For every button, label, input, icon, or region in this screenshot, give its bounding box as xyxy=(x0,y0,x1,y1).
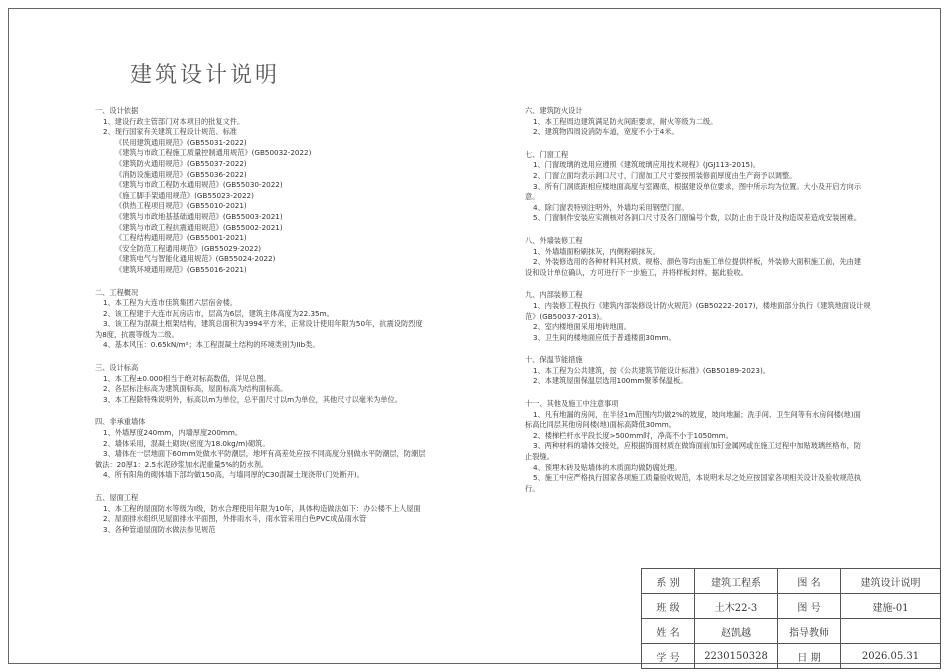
section-heading: 五、屋面工程 xyxy=(95,493,139,502)
section-line: 做法：20厚1：2.5水泥砂浆加水泥重量5%的防水剂。 xyxy=(95,459,269,469)
section-line: 设和设计单位确认，方可进行下一步施工，并将样板封样，据此验收。 xyxy=(525,267,748,277)
section xyxy=(95,288,475,352)
label-class: 班 级 xyxy=(642,594,695,619)
section-heading: 十、保温节能措施 xyxy=(525,355,583,365)
section-line: 《消防设施通用规范》(GB55036-2022) xyxy=(115,169,247,179)
label-department: 系 别 xyxy=(642,569,695,594)
section-line: 2、该工程建于大连市瓦房店市，层高为6层，建筑主体高度为22.35m。 xyxy=(103,308,334,318)
section-line: 5、施工中应严格执行国家各项施工质量验收规范，本说明未尽之处应按国家各项相关设计及验收规范执 xyxy=(533,473,862,483)
right-column xyxy=(525,106,915,494)
section-line: 3、卫生间的楼地面应低于普通楼面30mm。 xyxy=(533,332,676,342)
value-name: 赵凯越 xyxy=(695,619,778,644)
section-line: 为8度，抗震等级为二级。 xyxy=(95,329,179,339)
section-line: 5、门窗制作安装应实测核对各洞口尺寸及各门窗编号个数，以防止由于设计及构造误差造成安装困难。 xyxy=(533,213,862,223)
section xyxy=(525,355,915,387)
section-line: 1、本工程周边建筑满足防火间距要求，耐火等级为二级。 xyxy=(533,116,718,126)
page-title: 建筑设计说明 xyxy=(130,63,281,88)
section-line: 3、该工程为混凝土框架结构，建筑总面积为3994平方米，正常设计使用年限为50年，抗震设防烈度 xyxy=(103,319,423,329)
value-drawing-name: 建筑设计说明 xyxy=(841,569,941,594)
label-name: 姓 名 xyxy=(642,619,695,644)
section-line: 《建筑与市政地基基础通用规范》(GB55003-2021) xyxy=(115,211,283,221)
section xyxy=(525,106,915,138)
section-line: 行。 xyxy=(525,483,540,493)
section-line: 标高比同层其他房间楼(地)面标高降低30mm。 xyxy=(525,420,676,430)
section-line: 2、各层标注标高为建筑面标高，屋面标高为结构面标高。 xyxy=(103,384,288,394)
title-block-row xyxy=(642,644,941,669)
section-line: 2、屋面排水组织见屋面排水平面图，外排雨水斗，雨水管采用白色PVC成品雨水管 xyxy=(103,514,367,524)
section-line: 2、墙体采用，混凝土砌块(密度为18.0kg/m)砌筑。 xyxy=(103,438,270,448)
section-line: 1、内装修工程执行《建筑内部装修设计防火规范》(GB50222-2017)，楼地面部分执行《建筑地面设计规 xyxy=(533,300,871,310)
section-line: 《建筑环境通用规范》(GB55016-2021) xyxy=(115,264,247,274)
section-line: 2、门窗立面均表示洞口尺寸，门窗加工尺寸要按照装修面厚度由生产商予以调整。 xyxy=(533,170,797,180)
section-heading: 九、内部装修工程 xyxy=(525,290,583,300)
label-student-id: 学 号 xyxy=(642,644,695,669)
section-heading: 七、门窗工程 xyxy=(525,149,569,159)
section-line: 2、楼梯栏杆水平段长度>500mm时，净高不小于1050mm。 xyxy=(533,430,733,440)
section-line: 1、建设行政主管部门对本项目的批复文件。 xyxy=(103,116,245,126)
section-line: 3、本工程除特殊说明外，标高以m为单位，总平面尺寸以m为单位，其他尺寸以毫米为单位。 xyxy=(103,394,402,404)
section-line: 2、本建筑屋面保温层选用100mm聚苯保温板。 xyxy=(533,376,688,386)
section-line: 《施工脚手架通用规范》(GB55023-2022) xyxy=(115,190,254,200)
section-heading: 二、工程概况 xyxy=(95,287,139,297)
label-drawing-number: 图 号 xyxy=(778,594,841,619)
section-line: 《建筑电气与智能化通用规范》(GB55024-2022) xyxy=(115,254,276,264)
section xyxy=(95,106,475,276)
value-class: 土木22-3 xyxy=(695,594,778,619)
section-line: 3、各种管道屋面防水做法参见规范 xyxy=(103,524,216,534)
section-line: 2、现行国家有关建筑工程设计规范、标准 xyxy=(103,127,237,137)
section xyxy=(525,150,915,224)
section-line: 《建筑与市政工程防水通用规范》(GB55030-2022) xyxy=(115,180,283,190)
section-line: 1、外墙厚度240mm，内墙厚度200mm。 xyxy=(103,428,243,438)
section-line: 3、墙体在一层地面下60mm处做水平防潮层，地坪有高差处应按不同高度分别做水平防潮层，防潮层 xyxy=(103,449,426,459)
title-block-row xyxy=(642,594,941,619)
section-line: 3、两种材料的墙体交接处，应根据饰面材质在做饰面前加钉金属网或在施工过程中加贴玻璃丝格布，防 xyxy=(533,441,862,451)
section-heading: 三、设计标高 xyxy=(95,363,139,373)
label-date: 日 期 xyxy=(778,644,841,669)
section-line: 1、本工程为大连市佳筑集团六层宿舍楼。 xyxy=(103,298,237,308)
section-line: 3、所有门洞底距相应楼地面高度与室踢底，根据建设单位要求，图中所示均为位置。大小及开启方向示 xyxy=(533,181,862,191)
section-line: 1、凡有地漏的房间，在半径1m范围内均做2%的坡度，坡向地漏；洗手间、卫生间等有水房间楼(地)面 xyxy=(533,409,861,419)
value-student-id: 2230150328 xyxy=(695,644,778,669)
section-line: 《民用建筑通用规范》(GB55031-2022) xyxy=(115,137,247,147)
section-heading: 四、非承重墙体 xyxy=(95,417,146,427)
section xyxy=(95,363,475,405)
section-line: 《安全防范工程通用规范》(GB55029-2022) xyxy=(115,243,262,253)
section-heading: 十一、其他及施工中注意事项 xyxy=(525,399,619,409)
section xyxy=(525,236,915,278)
section-line: 《建筑与市政工程抗震通用规范》(GB55002-2021) xyxy=(115,222,283,232)
section-line: 2、室内楼地面采用地砖地面。 xyxy=(533,322,632,332)
section-line: 4、预埋木砖及贴墙体的木质面均做防腐处理。 xyxy=(533,462,682,472)
section-line: 意。 xyxy=(525,192,540,202)
section-line: 1、本工程的屋面防水等级为I级，防水合理使用年限为10年，具体构造做法如下：办公楼不上人屋面 xyxy=(103,503,421,513)
section-line: 1、外墙墙面粉刷抹灰，内侧粉刷抹灰。 xyxy=(533,246,660,256)
value-drawing-number: 建施-01 xyxy=(841,594,941,619)
section-line: 《工程结构通用规范》(GB55001-2021) xyxy=(115,233,247,243)
section-line: 4、除门窗表特别注明外，外墙均采用钢塑门窗。 xyxy=(533,202,689,212)
title-block xyxy=(641,568,941,669)
section-line: 2、建筑物四周设消防车道，宽度不小于4米。 xyxy=(533,127,679,137)
section-line: 1、本工程±0.000相当于绝对标高数值，详见总图。 xyxy=(103,373,271,383)
section-line: 止裂缝。 xyxy=(525,452,554,462)
section xyxy=(525,290,915,343)
section-line: 《建筑与市政工程施工质量控制通用规范》(GB50032-2022) xyxy=(115,148,312,158)
section xyxy=(95,417,475,481)
title-block-row xyxy=(642,619,941,644)
section-heading: 六、建筑防火设计 xyxy=(525,106,583,115)
section-line: 1、门窗玻璃的选用应遵照《建筑玻璃应用技术规程》(JGJ113-2015)。 xyxy=(533,160,761,170)
section-heading: 八、外墙装修工程 xyxy=(525,235,583,245)
label-drawing-name: 图 名 xyxy=(778,569,841,594)
section-line: 2、外装修选用的各种材料其材质、规格、颜色等均由施工单位提供样板，外装修大面积施工前，先由建 xyxy=(533,257,862,267)
section xyxy=(95,493,475,535)
section-line: 范》(GB50037-2013)。 xyxy=(525,311,607,321)
section-line: 1、本工程为公共建筑，按《公共建筑节能设计标准》(GB50189-2023)。 xyxy=(533,365,770,375)
value-date: 2026.05.31 xyxy=(841,644,941,669)
section-line: 《建筑防火通用规范》(GB55037-2022) xyxy=(115,158,247,168)
title-block-row xyxy=(642,569,941,594)
value-advisor xyxy=(841,619,941,644)
section-line: 4、所有阳角的砌体墙下部均做150高，与墙同厚的C30混凝土现浇带(门处断开)。 xyxy=(103,470,364,480)
section-line: 《供热工程项目规范》(GB55010-2021) xyxy=(115,201,247,211)
value-department: 建筑工程系 xyxy=(695,569,778,594)
section-line: 4、基本风压：0.65kN/m²；本工程混凝土结构的环境类别为IIb类。 xyxy=(103,340,320,350)
left-column xyxy=(95,106,475,535)
label-advisor: 指导教师 xyxy=(778,619,841,644)
section xyxy=(525,399,915,494)
section-heading: 一、设计依据 xyxy=(95,106,139,115)
